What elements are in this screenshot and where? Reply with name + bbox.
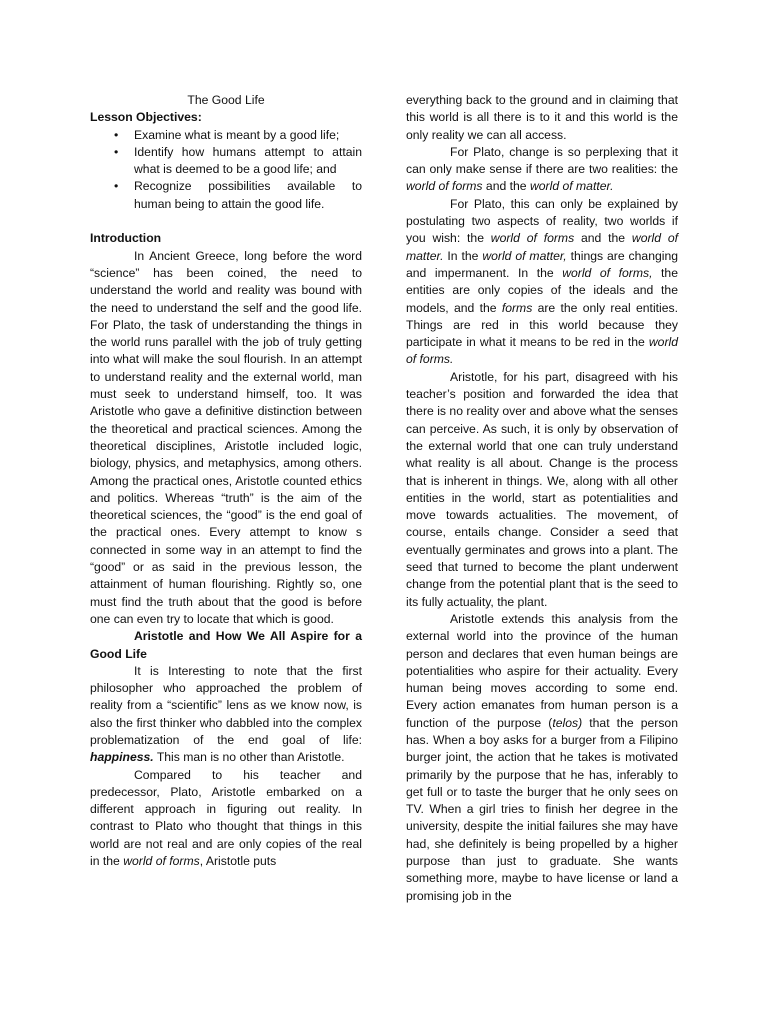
section-heading: Aristotle and How We All Aspire for a Good Life: [90, 629, 362, 661]
world-of-forms-emphasis: world of forms: [123, 854, 200, 869]
world-of-forms-emphasis: world of forms: [406, 179, 483, 194]
plato-two-worlds-paragraph: [406, 196, 678, 369]
world-of-forms-emphasis: world of forms: [490, 231, 575, 246]
left-column: [90, 92, 362, 870]
text-run: and the: [482, 179, 530, 194]
aristotle-extends-paragraph: [406, 611, 678, 905]
telos-emphasis: telos): [552, 715, 583, 730]
introduction-heading: Introduction: [90, 231, 162, 246]
objective-text: Recognize possibilities available to human being to attain the good life.: [134, 179, 362, 211]
world-of-forms-emphasis: world of forms.: [406, 335, 678, 367]
world-of-matter-emphasis: world of matter.: [406, 231, 679, 263]
list-item: [114, 178, 362, 213]
text-run: the entities are only copies of the ideals and the models, and the: [406, 265, 678, 315]
lesson-objectives-heading: Lesson Objectives:: [90, 110, 202, 125]
bullet-icon: •: [114, 179, 119, 194]
happiness-emphasis: happiness.: [90, 750, 154, 765]
world-of-matter-emphasis: world of matter,: [482, 248, 567, 263]
list-item: [114, 127, 362, 144]
text-run: everything back to the ground and in claiming that this world is all there is to it and this world is the only reality we can all access.: [406, 93, 678, 142]
plato-change-paragraph: [406, 144, 678, 196]
text-run: In the: [443, 248, 483, 263]
introduction-paragraph: In Ancient Greece, long before the word “science” has been coined, the need to understand the world and reality was bound with the need to understand the self and the good life. For Plato, the task of understanding the things in the world runs parallel with the job of truly getting into what will make the soul flourish. In an attempt to understand reality and the external world, man must seek to understand himself, too. It was Aristotle who gave a definitive distinction between the theoretical and practical sciences. Among the theoretical disciplines, Aristotle included logic, biology, physics, and metaphysics, among others. Among the practical ones, Aristotle counted ethics and politics. Whereas “truth” is the aim of the theoretical sciences, the “good” is the end goal of the practical ones. Every attempt to know s connected in some way in an attempt to find the “good” or as said in the previous lesson, the attainment of human flourishing. Rightly so, one must find the truth about that the good is before one can even try to locate that which is good.: [90, 248, 362, 626]
forms-emphasis: forms: [501, 300, 533, 315]
bullet-icon: •: [114, 127, 119, 142]
text-run: It is Interesting to note that the first philosopher who approached the problem of reality from a “scientific” lens as we know now, is also the first thinker who dabbled into the complex problematization of the end goal of life:: [90, 663, 362, 747]
objectives-list: [90, 127, 362, 213]
text-run: that the person has. When a boy asks for a burger from a Filipino burger joint, the action that he takes is motivated primarily by the purpose that he has, inferably to get full or to taste the burger that he only sees on TV. When a girl tries to finish her degree in the university, despite the initial failures she may have had, she definitely is being propelled by a higher purpose than just to graduate. She wants something more, maybe to have license or land a promising job in the: [406, 715, 678, 903]
objective-text: Examine what is meant by a good life;: [134, 127, 340, 142]
text-run: , Aristotle puts: [199, 854, 277, 869]
compared-paragraph-continued: [406, 92, 678, 144]
text-run: and the: [574, 231, 632, 246]
text-run: things are changing and impermanent. In the: [406, 248, 679, 280]
text-run: Compared to his teacher and predecessor, Plato, Aristotle embarked on a different approach in figuring out reality. In contrast to Plato who thought that things in this world are not real and are only copies of the real in the: [90, 767, 362, 869]
aristotle-part-paragraph: Aristotle, for his part, disagreed with his teacher’s position and forwarded the idea that there is no reality over and above what the senses can perceive. As such, it is only by observation of the external world that one can truly understand what reality is all about. Change is the process that is inherent in things. We, along with all other entities in the world, start as potentialities and move towards actualities. The movement, of course, entails change. Consider a seed that eventually germinates and grows into a plant. The seed that turned to become the plant underwent change from the potential plant that is the seed to its fully actuality, the plant.: [406, 369, 678, 609]
text-run: are the only real entities. Things are red in this world because they participate in what it means to be red in the: [406, 300, 678, 350]
text-run: For Plato, this can only be explained by postulating two aspects of reality, two worlds if you wish: the: [406, 196, 678, 246]
document-title: The Good Life: [187, 93, 265, 107]
first-philosopher-paragraph: [90, 663, 362, 767]
spacer: [90, 213, 362, 230]
compared-paragraph: [90, 767, 362, 871]
world-of-forms-emphasis: world of forms,: [562, 265, 653, 280]
right-column: [406, 92, 678, 905]
list-item: [114, 144, 362, 179]
text-run: For Plato, change is so perplexing that it can only make sense if there are two realities: the: [406, 144, 678, 177]
text-run: Aristotle extends this analysis from the external world into the province of the human person and declares that even human beings are potentialities who aspire for their actuality. Every human being moves according to some end. Every action emanates from human person is a function of the purpose (: [406, 611, 678, 730]
objective-text: Identify how humans attempt to attain what is deemed to be a good life; and: [134, 144, 362, 177]
text-run: This man is no other than Aristotle.: [153, 750, 345, 765]
bullet-icon: •: [114, 144, 119, 159]
world-of-matter-emphasis: world of matter.: [529, 179, 614, 194]
